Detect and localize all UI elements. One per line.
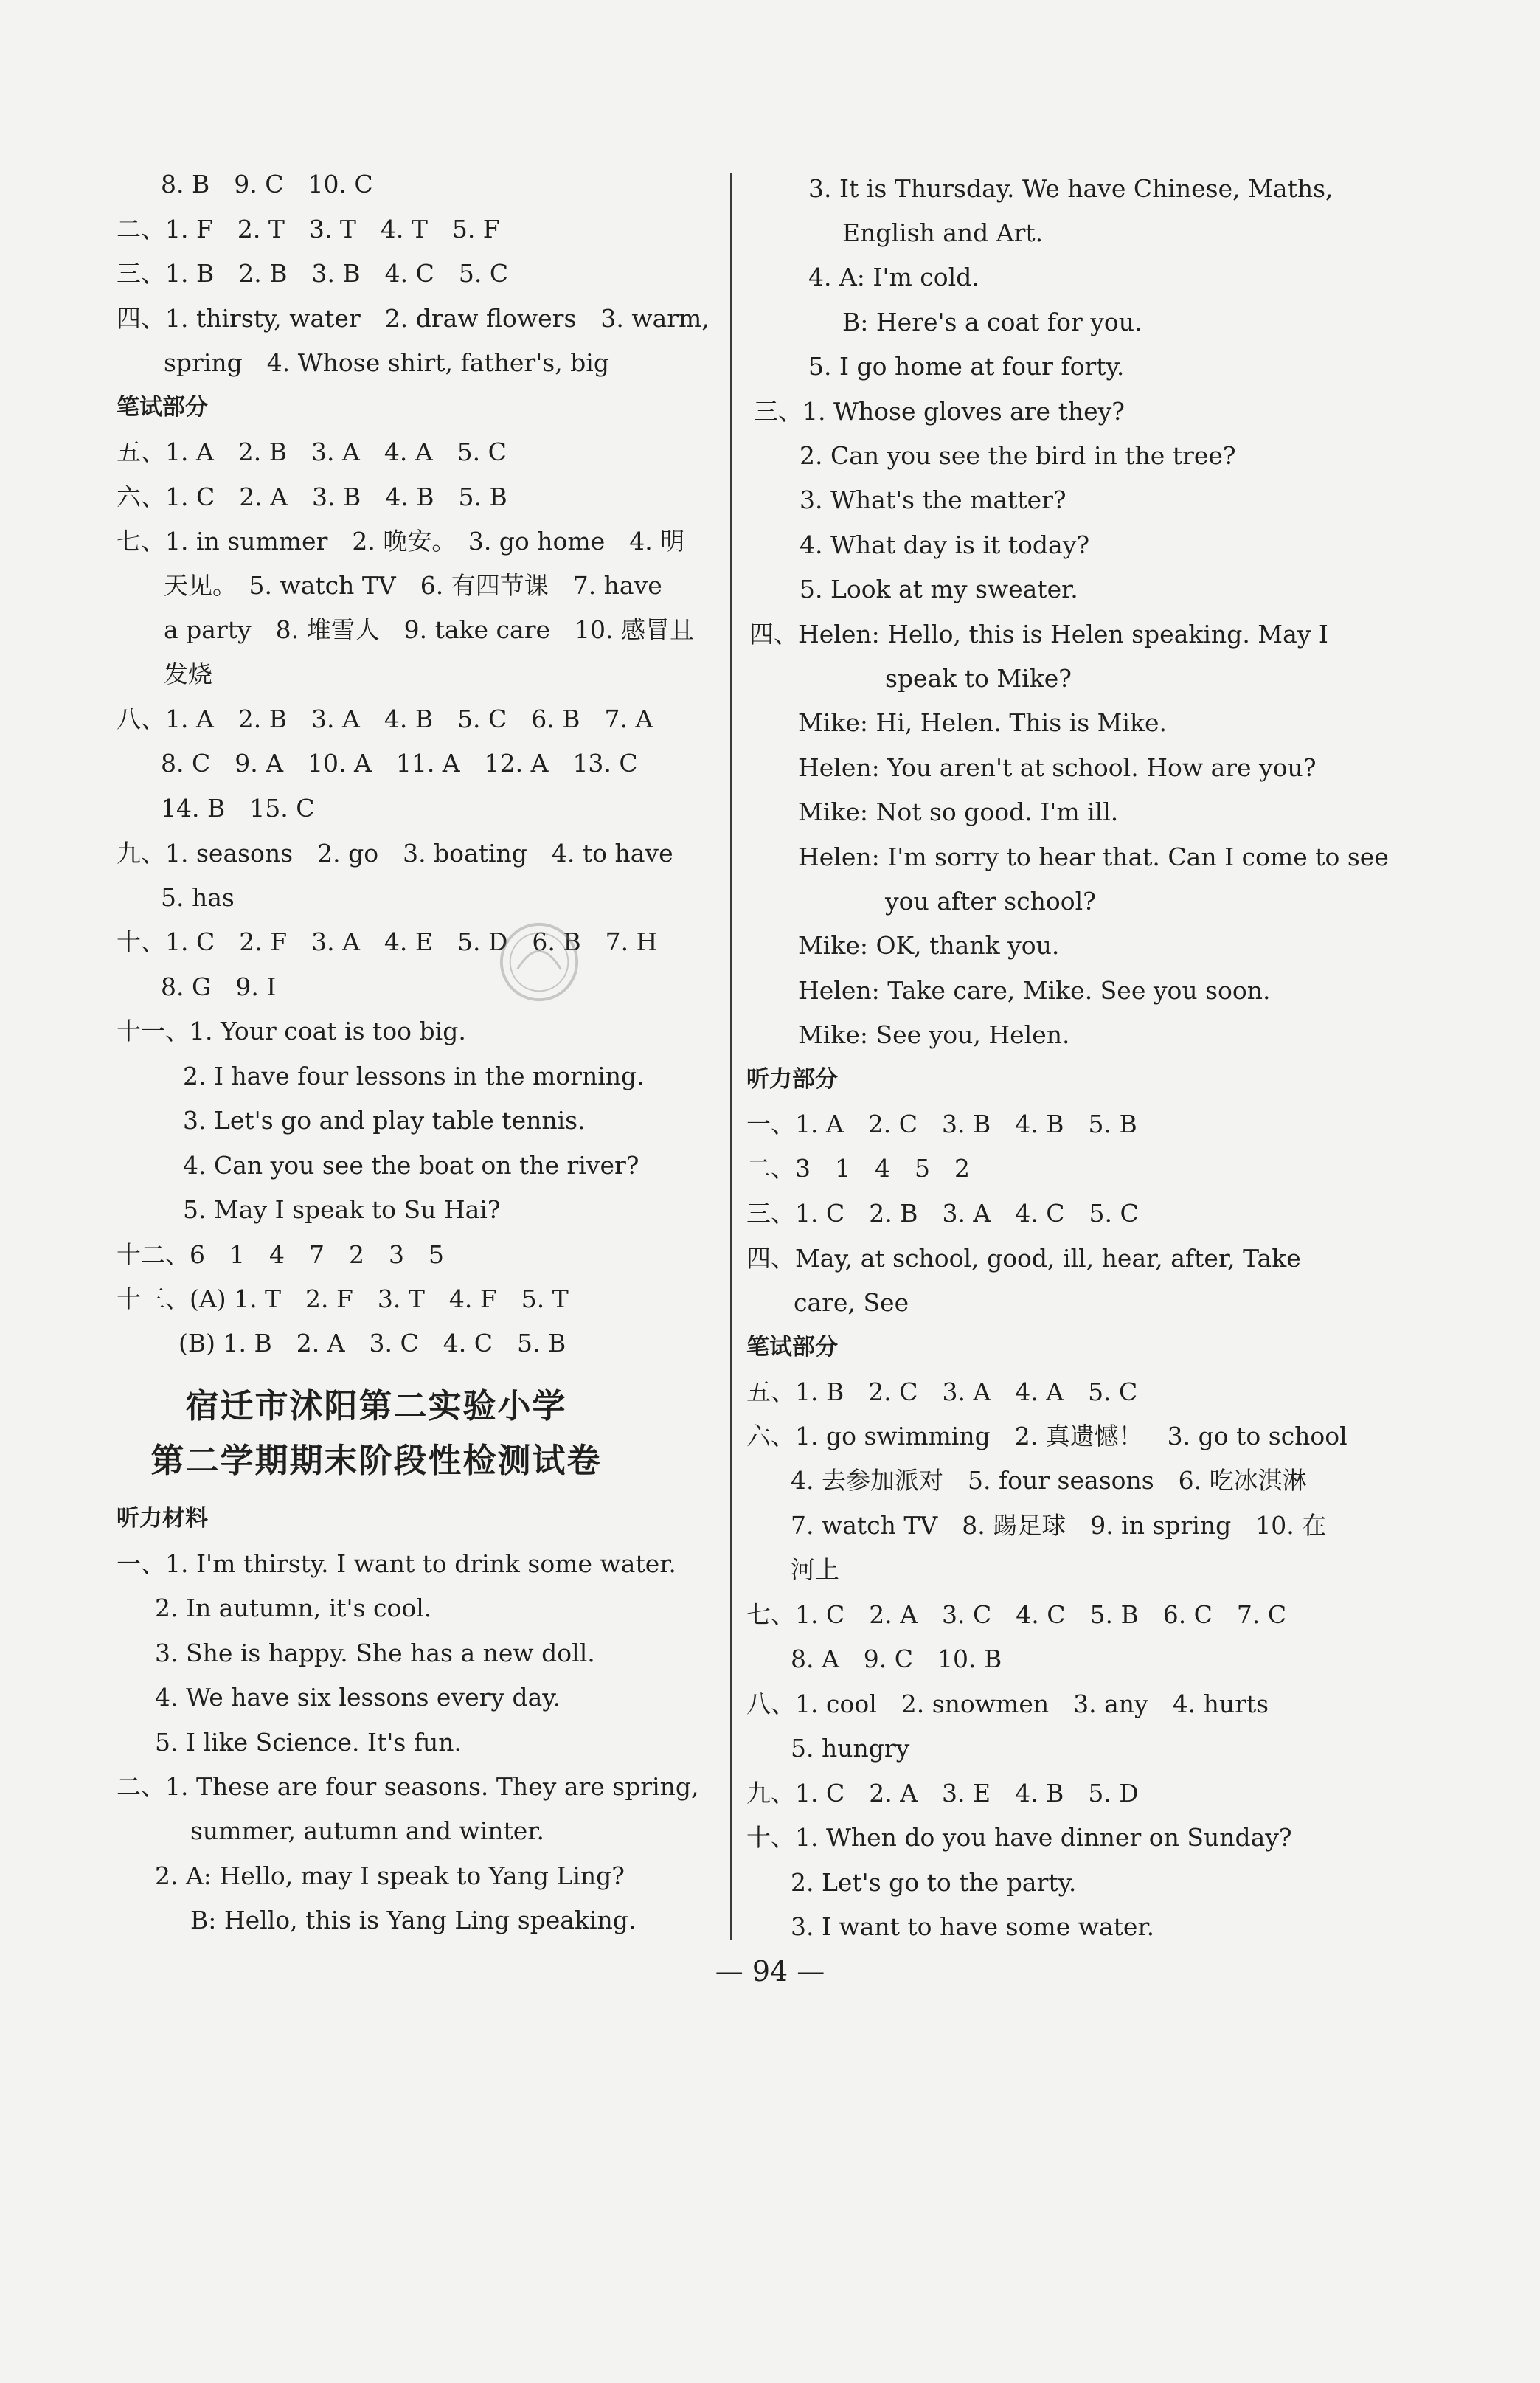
- answer-line: 14. B 15. C: [161, 794, 315, 823]
- answer-line: 8. B 9. C 10. C: [161, 170, 373, 198]
- answer-line: 九、1. C 2. A 3. E 4. B 5. D: [746, 1779, 1139, 1808]
- answer-line: 3. It is Thursday. We have Chinese, Maths,: [808, 174, 1333, 203]
- answer-line: English and Art.: [842, 218, 1044, 247]
- answer-line: 4. Can you see the boat on the river?: [183, 1151, 639, 1180]
- answer-line: 四、May, at school, good, ill, hear, after, Take: [746, 1244, 1301, 1273]
- answer-line: 发烧: [164, 660, 212, 688]
- answer-line: Helen: Take care, Mike. See you soon.: [798, 976, 1271, 1005]
- answer-line: (B) 1. B 2. A 3. C 4. C 5. B: [178, 1329, 566, 1357]
- answer-line: 十、1. When do you have dinner on Sunday?: [746, 1823, 1292, 1852]
- answer-line: 二、3 1 4 5 2: [746, 1154, 970, 1183]
- answer-line: 九、1. seasons 2. go 3. boating 4. to have: [117, 839, 673, 868]
- answer-line: 河上: [791, 1555, 839, 1584]
- answer-line: 4. What day is it today?: [800, 530, 1090, 559]
- answer-line: a party 8. 堆雪人 9. take care 10. 感冒且: [164, 615, 694, 644]
- answer-line: 三、1. Whose gloves are they?: [754, 397, 1125, 426]
- answer-line: 十三、(A) 1. T 2. F 3. T 4. F 5. T: [117, 1284, 569, 1313]
- answer-line: 3. She is happy. She has a new doll.: [155, 1639, 595, 1667]
- answer-line: Mike: Hi, Helen. This is Mike.: [798, 708, 1167, 737]
- answer-line: 5. I go home at four forty.: [808, 352, 1125, 381]
- answer-line: 二、1. These are four seasons. They are spring,: [117, 1772, 699, 1801]
- answer-line: 四、Helen: Hello, this is Helen speaking. May I: [749, 620, 1328, 649]
- answer-line: Mike: OK, thank you.: [798, 931, 1060, 960]
- answer-line: 六、1. go swimming 2. 真遗憾！ 3. go to school: [746, 1422, 1348, 1450]
- answer-line: summer, autumn and winter.: [190, 1816, 544, 1845]
- answer-line: 八、1. cool 2. snowmen 3. any 4. hurts: [746, 1689, 1269, 1718]
- section-heading: 笔试部分: [746, 1334, 838, 1360]
- answer-line: 5. hungry: [791, 1734, 910, 1763]
- answer-line: Helen: You aren't at school. How are you?: [798, 753, 1317, 782]
- answer-line: 三、1. C 2. B 3. A 4. C 5. C: [746, 1199, 1139, 1228]
- answer-line: 一、1. A 2. C 3. B 4. B 5. B: [746, 1110, 1137, 1138]
- answer-line: 5. I like Science. It's fun.: [155, 1728, 462, 1757]
- test-title-exam: 第二学期期末阶段性检测试卷: [150, 1441, 602, 1480]
- answer-line: you after school?: [885, 887, 1096, 916]
- answer-line: 8. C 9. A 10. A 11. A 12. A 13. C: [161, 749, 638, 778]
- answer-line: 8. A 9. C 10. B: [791, 1644, 1002, 1673]
- answer-line: 十、1. C 2. F 3. A 4. E 5. D 6. B 7. H: [117, 927, 658, 956]
- section-heading: 听力材料: [117, 1505, 208, 1532]
- answer-line: care, See: [794, 1288, 909, 1317]
- answer-line: 五、1. A 2. B 3. A 4. A 5. C: [117, 437, 507, 466]
- test-title-school: 宿迁市沭阳第二实验小学: [185, 1386, 567, 1425]
- answer-line: 4. A: I'm cold.: [808, 263, 979, 291]
- answer-line: 七、1. in summer 2. 晚安。 3. go home 4. 明: [117, 527, 685, 556]
- answer-line: 二、1. F 2. T 3. T 4. T 5. F: [117, 215, 500, 243]
- answer-line: 5. May I speak to Su Hai?: [183, 1195, 501, 1224]
- section-heading: 听力部分: [746, 1066, 838, 1093]
- watermark-stamp-icon: [496, 919, 583, 1006]
- answer-line: 八、1. A 2. B 3. A 4. B 5. C 6. B 7. A: [117, 705, 653, 733]
- answer-line: Helen: I'm sorry to hear that. Can I come to see: [798, 843, 1389, 871]
- answer-line: B: Here's a coat for you.: [842, 308, 1142, 336]
- answer-line: 4. 去参加派对 5. four seasons 6. 吃冰淇淋: [791, 1466, 1307, 1495]
- answer-line: 四、1. thirsty, water 2. draw flowers 3. warm,: [117, 304, 710, 333]
- answer-line: 2. Can you see the bird in the tree?: [800, 441, 1236, 470]
- answer-line: 三、1. B 2. B 3. B 4. C 5. C: [117, 259, 509, 288]
- section-heading: 笔试部分: [117, 394, 208, 421]
- page-number: — 94 —: [715, 1955, 825, 1988]
- answer-line: 一、1. I'm thirsty. I want to drink some water.: [117, 1549, 676, 1578]
- answer-line: Mike: Not so good. I'm ill.: [798, 798, 1119, 826]
- answer-line: 4. We have six lessons every day.: [155, 1683, 561, 1712]
- answer-line: 5. has: [161, 883, 235, 912]
- answer-line: 3. I want to have some water.: [791, 1912, 1155, 1941]
- answer-line: 8. G 9. I: [161, 972, 277, 1001]
- answer-line: 十一、1. Your coat is too big.: [117, 1017, 466, 1045]
- answer-line: 3. Let's go and play table tennis.: [183, 1106, 586, 1135]
- answer-line: B: Hello, this is Yang Ling speaking.: [190, 1906, 637, 1934]
- answer-line: 六、1. C 2. A 3. B 4. B 5. B: [117, 483, 507, 511]
- answer-line: 2. In autumn, it's cool.: [155, 1594, 432, 1622]
- column-divider: [730, 173, 732, 1940]
- answer-line: 3. What's the matter?: [800, 485, 1066, 514]
- answer-line: 5. Look at my sweater.: [800, 575, 1078, 603]
- answer-line: 2. I have four lessons in the morning.: [183, 1062, 645, 1090]
- answer-line: spring 4. Whose shirt, father's, big: [164, 348, 609, 377]
- answer-line: 五、1. B 2. C 3. A 4. A 5. C: [746, 1377, 1138, 1406]
- answer-line: 7. watch TV 8. 踢足球 9. in spring 10. 在: [791, 1511, 1327, 1540]
- answer-line: Mike: See you, Helen.: [798, 1020, 1070, 1049]
- answer-line: 十二、6 1 4 7 2 3 5: [117, 1240, 444, 1269]
- answer-line: 天见。 5. watch TV 6. 有四节课 7. have: [164, 571, 662, 600]
- answer-line: 七、1. C 2. A 3. C 4. C 5. B 6. C 7. C: [746, 1600, 1287, 1629]
- answer-line: 2. A: Hello, may I speak to Yang Ling?: [155, 1861, 625, 1890]
- answer-line: 2. Let's go to the party.: [791, 1868, 1077, 1897]
- answer-line: speak to Mike?: [885, 664, 1072, 693]
